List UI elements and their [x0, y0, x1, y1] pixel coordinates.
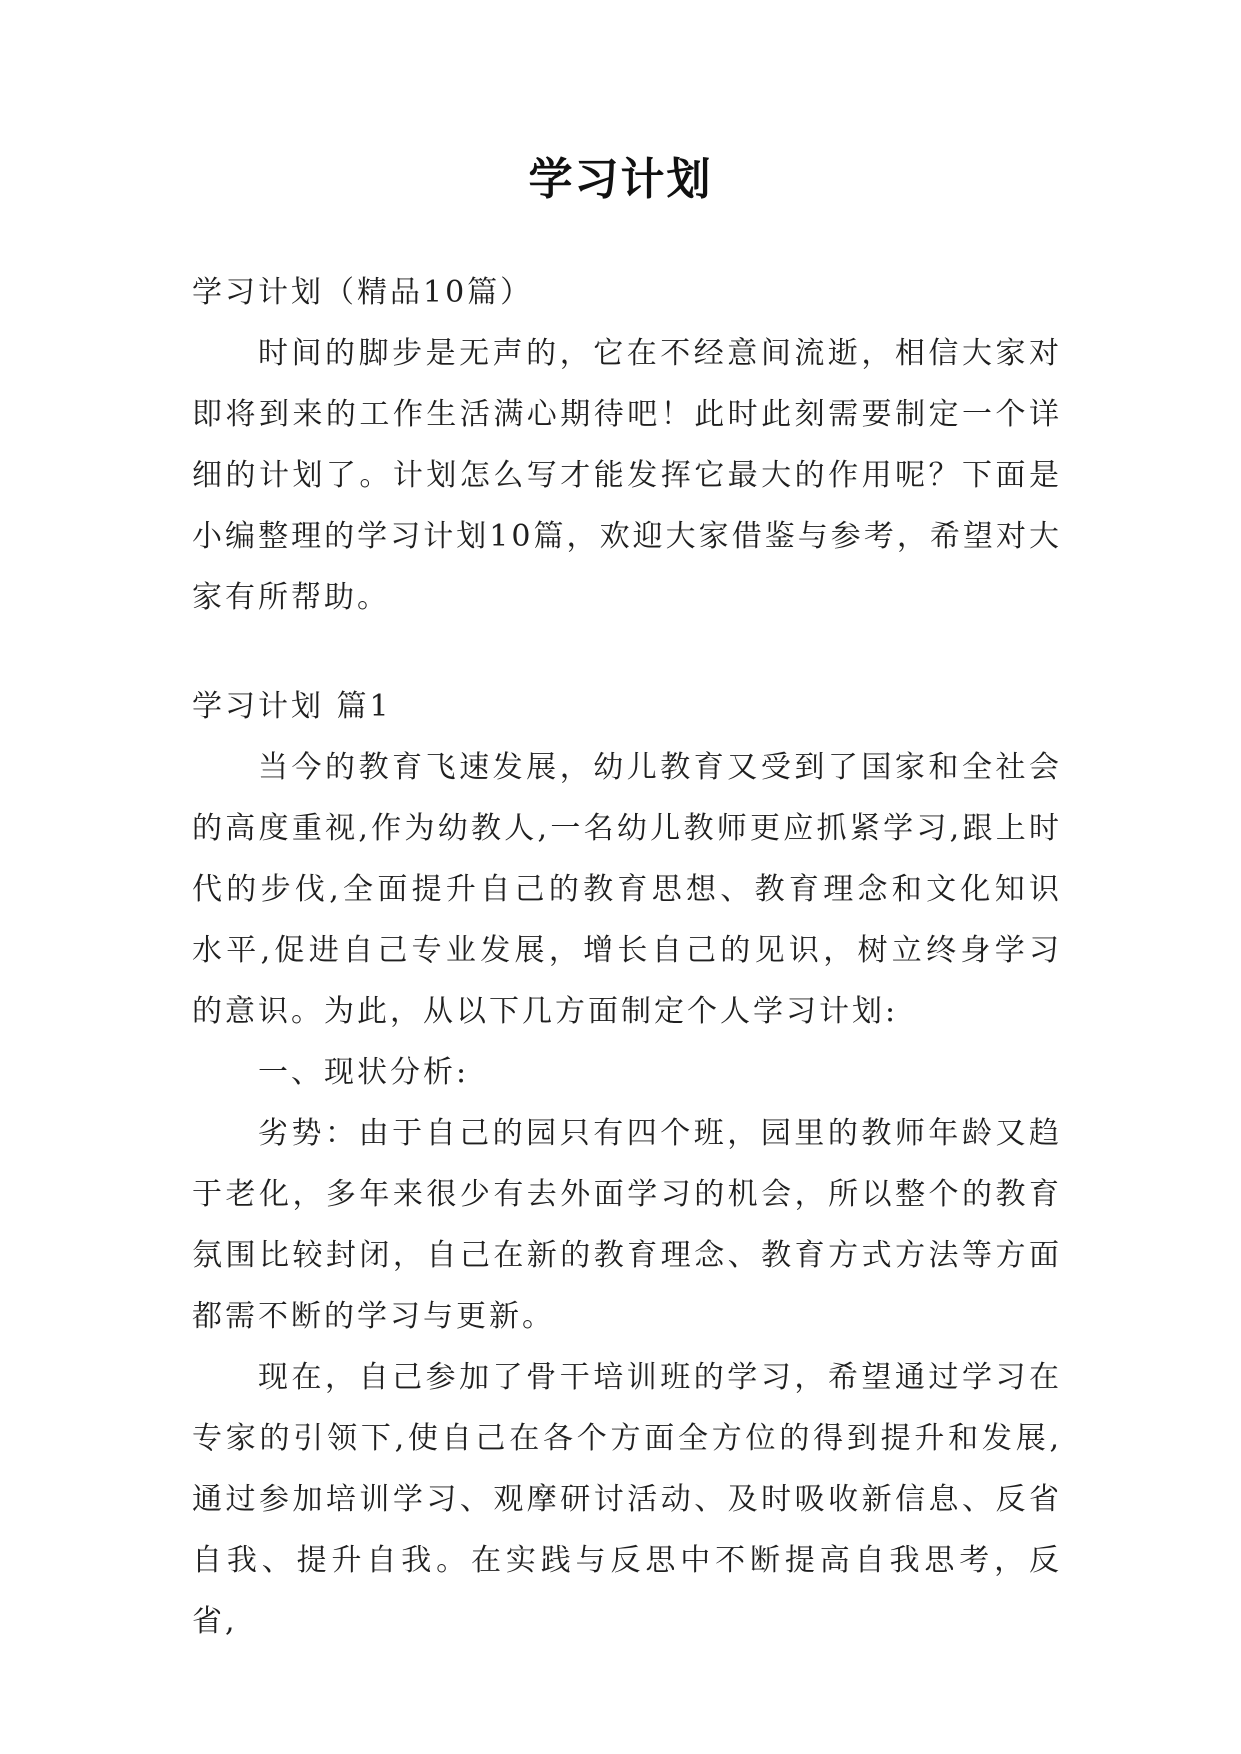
intro-paragraph: 时间的脚步是无声的，它在不经意间流逝，相信大家对即将到来的工作生活满心期待吧！此时此刻需要制定一个详细的计划了。计划怎么写才能发挥它最大的作用呢？下面是小编整理的学习计划10篇，欢迎大家借鉴与参考，希望对大家有所帮助。	[192, 336, 1062, 615]
subsection-heading: 一、现状分析:	[258, 1055, 470, 1090]
body-paragraph: 当今的教育飞速发展，幼儿教育又受到了国家和全社会的高度重视,作为幼教人,一名幼儿教师更应抓紧学习,跟上时代的步伐,全面提升自己的教育思想、教育理念和文化知识水平,促进自己专业发展，增长自己的见识，树立终身学习的意识。为此，从以下几方面制定个人学习计划:	[192, 750, 1062, 1029]
document-title: 学习计划	[528, 154, 713, 205]
section-spacer	[192, 628, 1062, 676]
section-heading: 学习计划 篇1	[192, 689, 392, 724]
document-subtitle: 学习计划（精品10篇）	[192, 275, 534, 310]
body-paragraph: 劣势：由于自己的园只有四个班，园里的教师年龄又趋于老化，多年来很少有去外面学习的机会，所以整个的教育氛围比较封闭，自己在新的教育理念、教育方式方法等方面都需不断的学习与更新。	[192, 1116, 1062, 1334]
document-body	[192, 262, 1062, 1652]
body-paragraph: 现在，自己参加了骨干培训班的学习，希望通过学习在专家的引领下,使自己在各个方面全方位的得到提升和发展,通过参加培训学习、观摩研讨活动、及时吸收新信息、反省自我、提升自我。在实践与反思中不断提高自我思考，反省,	[192, 1360, 1062, 1639]
